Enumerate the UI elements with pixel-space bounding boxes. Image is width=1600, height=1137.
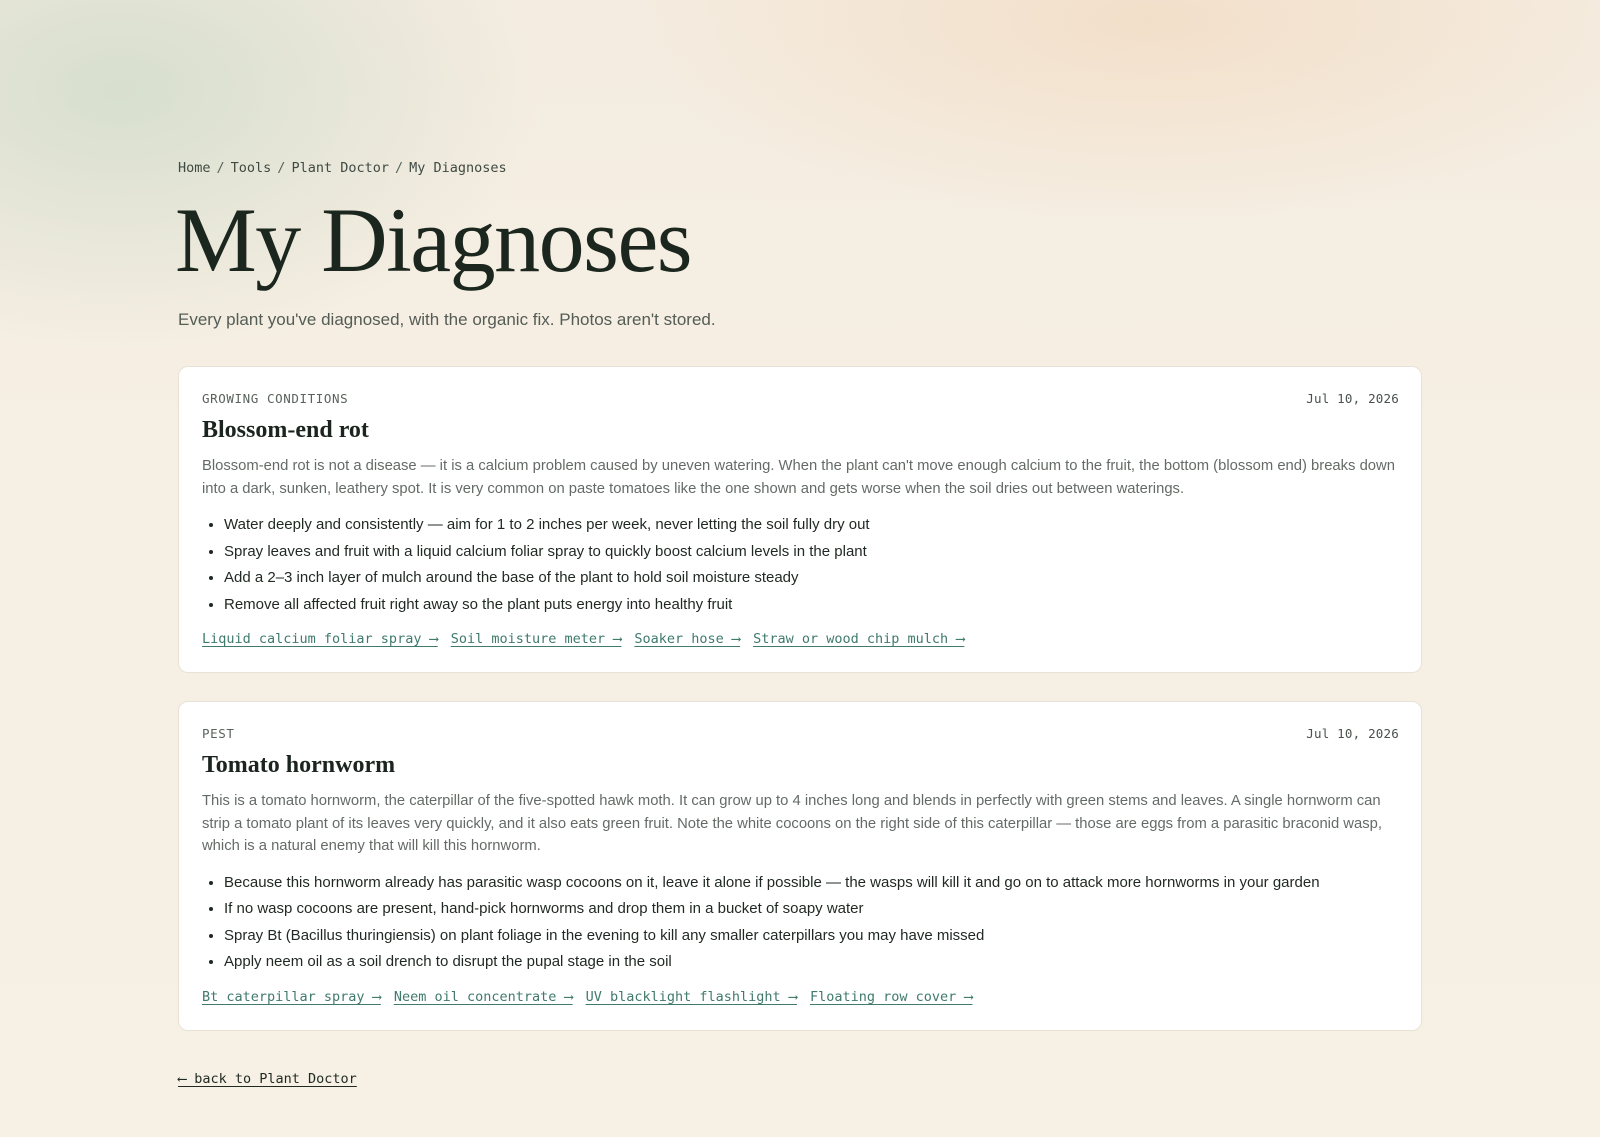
treatment-steps — [202, 870, 1399, 976]
product-link-mulch[interactable]: Straw or wood chip mulch ⟶ — [753, 631, 965, 647]
product-link-liquid-calcium[interactable]: Liquid calcium foliar spray ⟶ — [202, 631, 438, 647]
treatment-step: • Spray leaves and fruit with a liquid calcium foliar spray to quickly boost calcium levels in the plant — [224, 539, 1399, 566]
back-to-plant-doctor-link[interactable]: ⟵ back to Plant Doctor — [178, 1070, 357, 1087]
treatment-step: • Water deeply and consistently — aim for 1 to 2 inches per week, never letting the soil fully dry out — [224, 512, 1399, 539]
diagnosis-description: This is a tomato hornworm, the caterpillar of the five-spotted hawk moth. It can grow up to 4 inches long and blends in perfectly with green stems and leaves. A single hornworm can strip a tomato plant of its leaves very quickly, and it also eats green fruit. Note the white cocoons on the right side of this caterpillar — those are eggs from a parasitic braconid wasp, which is a natural enemy that will kill this hornworm. — [202, 793, 1382, 854]
breadcrumb-separator: / — [216, 160, 225, 176]
product-links — [202, 628, 1399, 650]
diagnosis-date: Jul 10, 2026 — [1306, 390, 1399, 406]
breadcrumb-separator: / — [394, 160, 404, 176]
diagnosis-card — [178, 701, 1422, 1031]
treatment-step: • Remove all affected fruit right away so the plant puts energy into healthy fruit — [224, 592, 1399, 619]
treatment-step: • Spray Bt (Bacillus thuringiensis) on plant foliage in the evening to kill any smaller caterpillars you may have missed — [224, 923, 1399, 950]
product-link-soaker-hose[interactable]: Soaker hose ⟶ — [634, 631, 741, 647]
product-link-uv-flashlight[interactable]: UV blacklight flashlight ⟶ — [585, 988, 797, 1005]
treatment-step: • Because this hornworm already has parasitic wasp cocoons on it, leave it alone if possible — the wasps will kill it and go on to attack more hornworms in your garden — [224, 870, 1399, 897]
treatment-step: • If no wasp cocoons are present, hand-pick hornworms and drop them in a bucket of soapy water — [224, 896, 1399, 923]
product-link-row-cover[interactable]: Floating row cover ⟶ — [809, 988, 973, 1005]
treatment-step: • Apply neem oil as a soil drench to disrupt the pupal stage in the soil — [224, 949, 1399, 976]
breadcrumb-separator: / — [277, 160, 286, 176]
breadcrumb-current: My Diagnoses — [409, 160, 507, 176]
page-subtitle: Every plant you've diagnosed, with the organic fix. Photos aren't stored. — [178, 310, 716, 329]
diagnosis-title: Blossom-end rot — [202, 417, 369, 443]
diagnosis-category: GROWING CONDITIONS — [202, 390, 349, 406]
diagnosis-card — [178, 366, 1422, 673]
page-title: My Diagnoses — [175, 189, 692, 291]
diagnosis-category: PEST — [202, 725, 235, 741]
breadcrumb-plant-doctor[interactable]: Plant Doctor — [291, 160, 389, 176]
card-header — [202, 724, 1399, 742]
product-links — [202, 986, 1399, 1008]
diagnosis-date: Jul 10, 2026 — [1306, 725, 1399, 741]
page-container — [175, 158, 1422, 1088]
treatment-steps — [202, 512, 1399, 618]
treatment-step: • Add a 2–3 inch layer of mulch around the base of the plant to hold soil moisture steady — [224, 565, 1399, 592]
product-link-moisture-meter[interactable]: Soil moisture meter ⟶ — [450, 631, 622, 647]
card-header — [202, 389, 1399, 407]
breadcrumb-tools[interactable]: Tools — [230, 160, 272, 176]
product-link-bt-spray[interactable]: Bt caterpillar spray ⟶ — [202, 988, 381, 1005]
diagnosis-title: Tomato hornworm — [202, 752, 396, 778]
diagnosis-description: Blossom-end rot is not a disease — it is a calcium problem caused by uneven watering. When the plant can't move enough calcium to the fruit, the bottom (blossom end) breaks down into a dark, sunken, leathery spot. It is very common on paste tomatoes like the one shown and gets worse when the soil dries out between waterings. — [202, 458, 1395, 497]
breadcrumb-home[interactable]: Home — [178, 160, 211, 176]
breadcrumb — [178, 158, 1422, 178]
product-link-neem-oil[interactable]: Neem oil concentrate ⟶ — [393, 988, 573, 1005]
